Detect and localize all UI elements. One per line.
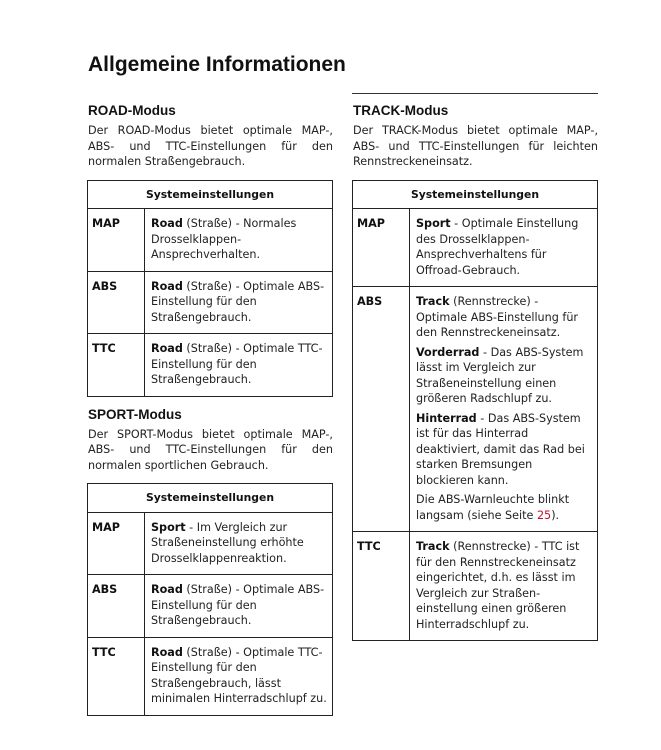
- sport-mode-heading: SPORT-Modus: [88, 406, 182, 422]
- row-label-abs: ABS: [88, 271, 145, 334]
- row-desc-ttc: [145, 334, 333, 397]
- row-label-ttc: TTC: [353, 532, 410, 641]
- setting-text: (Straße) - Optimale TTC-Einstellung für den Straßengebrauch.: [151, 342, 323, 386]
- setting-text: - Optimale Einstellung des Drosselklappen-Ansprechverhaltens für Offroad-Gebrauch.: [416, 217, 579, 277]
- rear-wheel-label: Hinterrad: [416, 411, 477, 425]
- left-column: [87, 103, 333, 716]
- table-row: [88, 512, 333, 575]
- row-desc-ttc: [145, 637, 333, 715]
- setting-name: Road: [151, 279, 183, 293]
- row-label-ttc: TTC: [88, 637, 145, 715]
- sport-mode-intro: Der SPORT-Modus bietet optimale MAP-, ABS- und TTC-Einstellungen für den normalen sportlichen Gebrauch.: [88, 427, 333, 472]
- row-label-map: MAP: [353, 209, 410, 287]
- table-row: [353, 287, 598, 532]
- setting-name: Track: [416, 295, 450, 308]
- sport-settings-table: [87, 483, 333, 716]
- setting-text: (Straße) - Optimale ABS-Einstellung für den Straßengebrauch.: [151, 583, 325, 627]
- setting-text: (Rennstrecke) - Optimale ABS-Einstellung für den Rennstreckeneinsatz.: [416, 295, 579, 339]
- table-row: [88, 575, 333, 638]
- row-desc-abs: [145, 271, 333, 334]
- header-rule: [352, 93, 598, 94]
- row-desc-abs: [410, 287, 598, 532]
- road-mode-section: [87, 103, 333, 397]
- rear-wheel-text: - Das ABS-System ist für das Hinterrad deaktiviert, damit das Rad bei starken Bremsungen blockieren kann.: [416, 411, 585, 487]
- road-settings-table: [87, 180, 333, 397]
- row-desc-ttc: [410, 532, 598, 641]
- right-column: [352, 103, 598, 641]
- setting-text: (Straße) - Normales Drosselklappen-Ansprechverhalten.: [151, 217, 297, 261]
- table-row: [88, 271, 333, 334]
- front-wheel-text: - Das ABS-System lässt im Vergleich zur Straßeneinstellung einen größeren Radschlupf zu.: [416, 345, 584, 405]
- setting-name: Road: [151, 217, 183, 230]
- row-label-abs: ABS: [353, 287, 410, 532]
- table-row: [88, 209, 333, 272]
- setting-text: - Im Vergleich zur Straßeneinstellung erhöhte Drosselklappenreaktion.: [151, 520, 304, 565]
- track-table-header: Systemeinstellungen: [353, 180, 598, 209]
- abs-front-wheel-paragraph: [416, 345, 593, 407]
- road-mode-heading: ROAD-Modus: [88, 103, 176, 118]
- setting-name: Sport: [416, 217, 451, 230]
- track-mode-intro: Der TRACK-Modus bietet optimale MAP-, ABS- und TTC-Einstellungen für leichten Rennstreckeneinsatz.: [353, 124, 598, 168]
- abs-warning-paragraph: [416, 492, 593, 523]
- row-desc-map: [145, 512, 333, 575]
- warning-text: Die ABS-Warnleuchte blinkt langsam (siehe Seite: [416, 493, 570, 522]
- track-settings-table: [352, 180, 598, 642]
- table-row: [88, 637, 333, 715]
- road-table-header: Systemeinstellungen: [88, 180, 333, 209]
- table-row: [353, 209, 598, 287]
- row-desc-abs: [145, 575, 333, 638]
- table-row: [353, 532, 598, 641]
- setting-name: Road: [151, 583, 183, 596]
- warning-text-end: ).: [551, 508, 560, 522]
- setting-text: (Straße) - Optimale TTC-Einstellung für den Straßengebrauch, lässt minimalen Hinterradschlupf zu.: [151, 645, 327, 705]
- setting-name: Road: [151, 645, 183, 659]
- row-desc-map: [145, 209, 333, 272]
- table-row: [88, 334, 333, 397]
- setting-name: Road: [151, 342, 183, 355]
- setting-name: Sport: [151, 520, 186, 534]
- track-mode-heading: TRACK-Modus: [353, 103, 449, 118]
- abs-track-paragraph: [416, 294, 593, 341]
- sport-mode-section: [87, 407, 333, 716]
- road-mode-intro: Der ROAD-Modus bietet optimale MAP-, ABS- und TTC-Einstellungen für den normalen Straßengebrauch.: [88, 124, 333, 168]
- sport-table-header: Systemeinstellungen: [88, 484, 333, 513]
- track-mode-section: [352, 103, 598, 641]
- row-label-abs: ABS: [88, 575, 145, 638]
- page-reference-link[interactable]: 25: [536, 508, 552, 522]
- page-title: Allgemeine Informationen: [88, 53, 346, 76]
- setting-text: (Straße) - Optimale ABS-Einstellung für den Straßengebrauch.: [151, 279, 325, 324]
- front-wheel-label: Vorderrad: [416, 345, 480, 359]
- setting-text: (Rennstrecke) - TTC ist für den Rennstreckeneinsatz eingerichtet, d.h. es lässt im Vergleich zur Straßen-einstellung einen größeren Hinterradschlupf zu.: [416, 540, 580, 631]
- row-label-ttc: TTC: [88, 334, 145, 397]
- setting-name: Track: [416, 540, 450, 553]
- abs-rear-wheel-paragraph: [416, 411, 593, 489]
- row-label-map: MAP: [88, 512, 145, 575]
- row-desc-map: [410, 209, 598, 287]
- row-label-map: MAP: [88, 209, 145, 272]
